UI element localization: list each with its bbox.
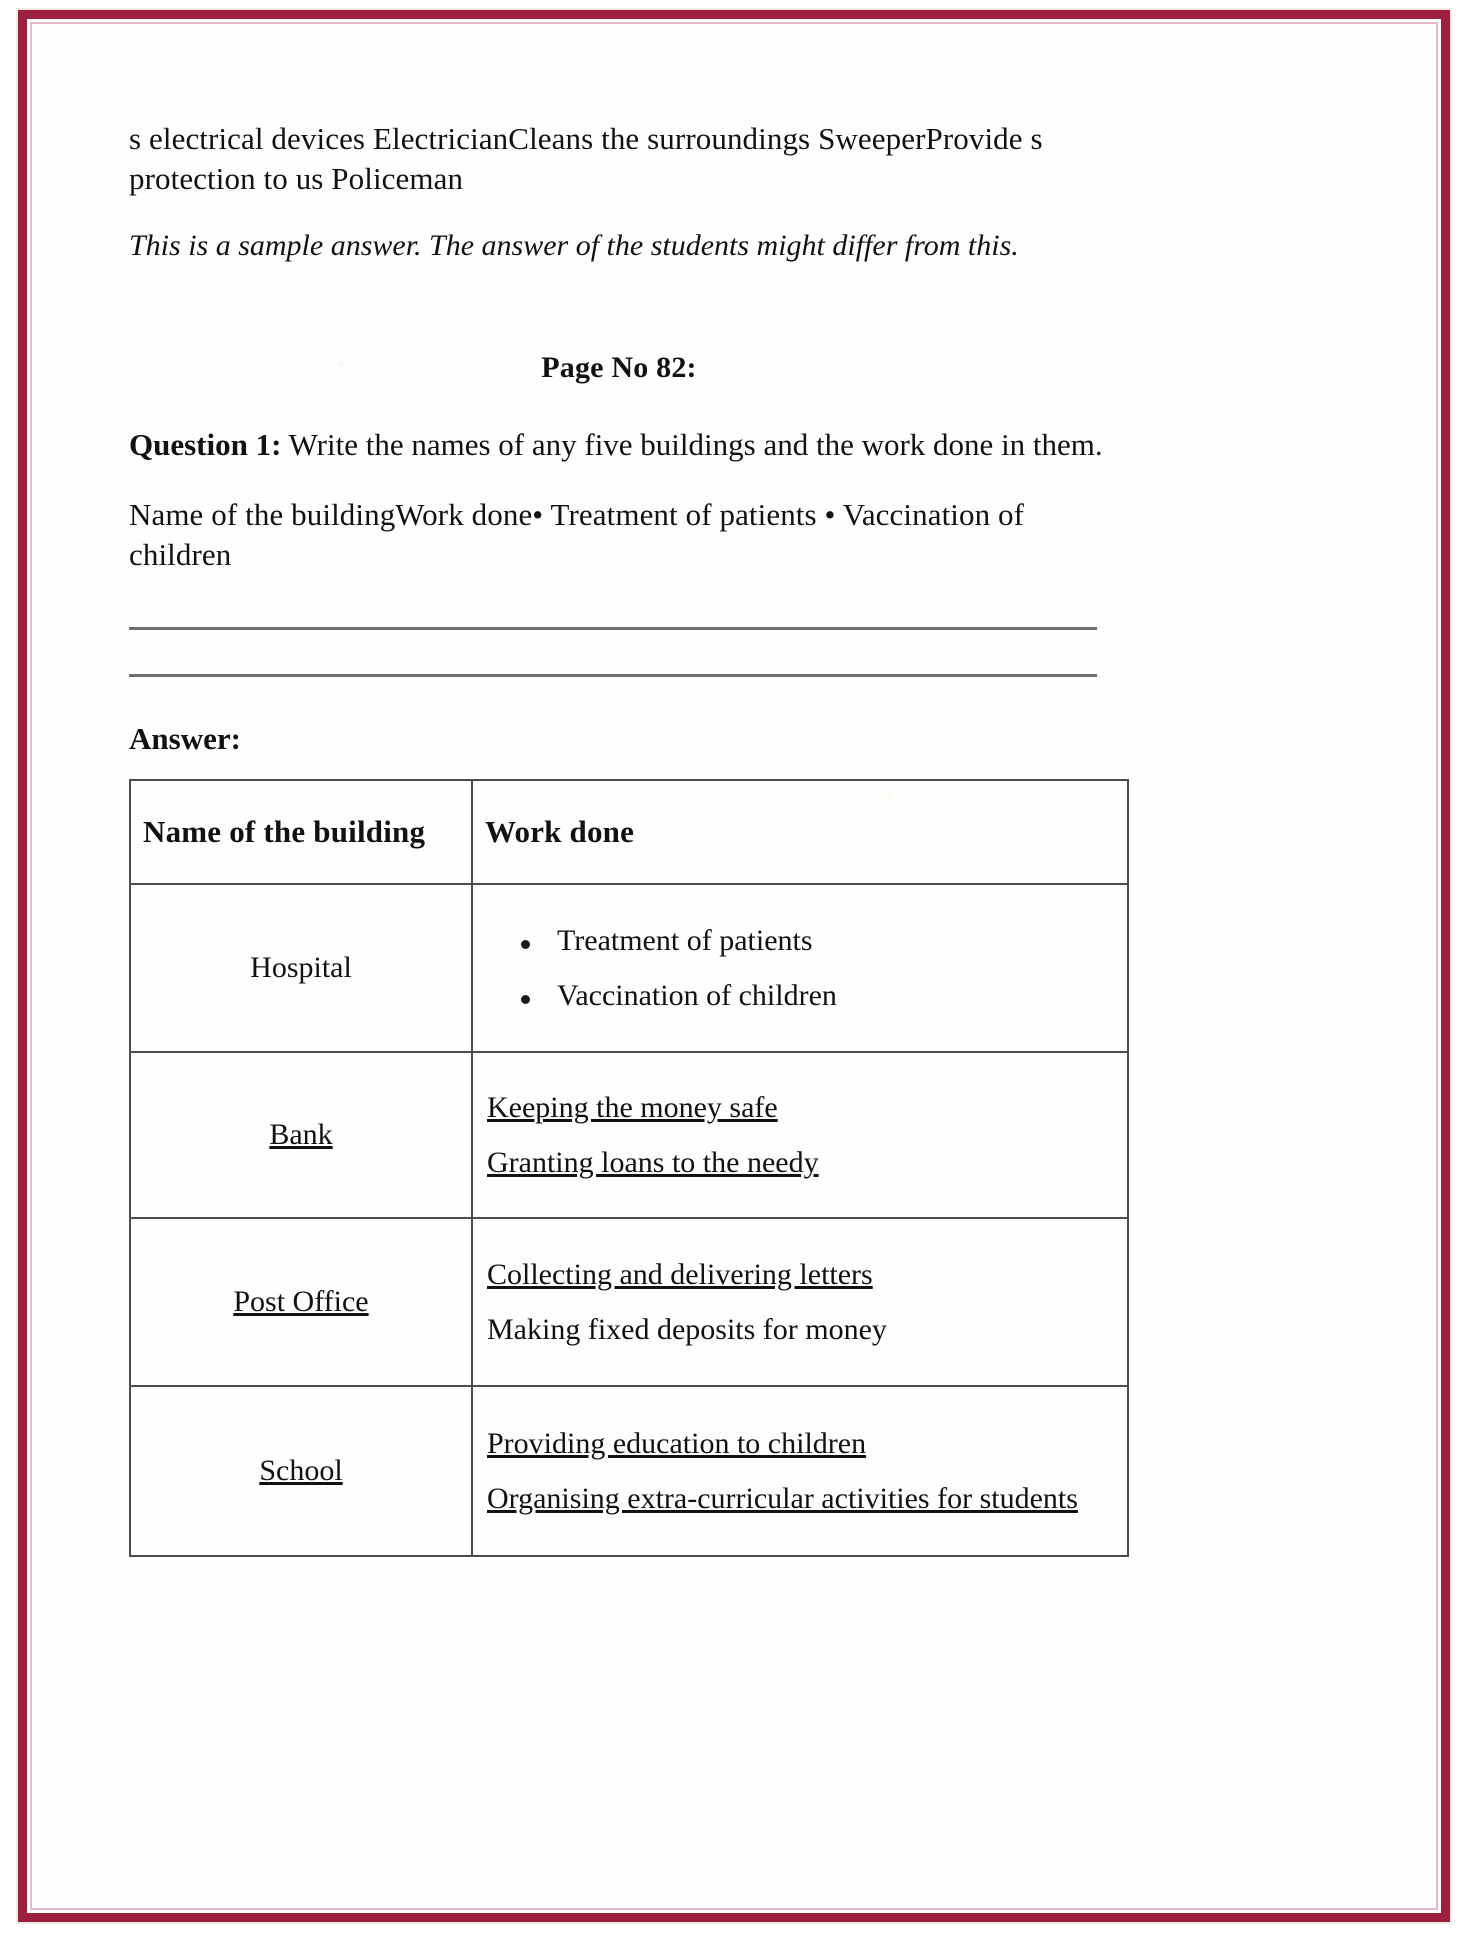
list-item <box>485 1146 1115 1180</box>
table-header-cell-building <box>130 780 472 884</box>
blank-answer-lines <box>129 627 1109 677</box>
work-list-post-office <box>485 1258 1115 1347</box>
building-cell-school <box>130 1386 472 1556</box>
list-item <box>485 1427 1115 1461</box>
decorative-inner-border <box>30 22 1438 1910</box>
building-name-bank: Bank <box>269 1118 333 1152</box>
page-surface <box>32 24 1436 1908</box>
sample-answer-note: This is a sample answer. The answer of the students might differ from this. <box>129 228 1019 262</box>
column-header-work: Work done <box>485 814 635 850</box>
work-item-text: Vaccination of children <box>557 979 837 1013</box>
work-cell-hospital <box>472 884 1128 1052</box>
decorative-page-border <box>18 10 1450 1922</box>
table-row <box>130 1386 1128 1556</box>
table-header-row <box>130 780 1128 884</box>
work-item-text: Granting loans to the needy <box>487 1146 819 1180</box>
table-row <box>130 1218 1128 1386</box>
work-list-hospital <box>485 924 1115 1013</box>
list-item <box>485 1313 1115 1347</box>
list-item <box>485 1258 1115 1292</box>
bullet-dot-icon <box>521 995 530 1004</box>
building-cell-post-office <box>130 1218 472 1386</box>
document-content <box>129 119 1109 1557</box>
work-item-text: Collecting and delivering letters <box>487 1257 873 1291</box>
work-item-text: Organising extra-curricular activities for students <box>487 1482 1078 1516</box>
list-item <box>485 924 1115 958</box>
building-cell-hospital <box>130 884 472 1052</box>
work-item-text: Making fixed deposits for money <box>487 1313 887 1347</box>
table-row <box>130 884 1128 1052</box>
work-list-bank <box>485 1091 1115 1180</box>
work-item-text: Providing education to children <box>487 1426 867 1460</box>
work-cell-school <box>472 1386 1128 1556</box>
answer-table <box>129 779 1129 1557</box>
building-name-school: School <box>259 1454 343 1488</box>
continued-paragraph: s electrical devices ElectricianCleans the surroundings SweeperProvide s protection to us Policeman <box>129 121 1043 197</box>
table-header-cell-work <box>472 780 1128 884</box>
question-text: Write the names of any five buildings and the work done in them. <box>288 426 1103 462</box>
work-list-school <box>485 1427 1115 1516</box>
list-item <box>485 979 1115 1013</box>
question-label: Question 1: <box>129 426 282 462</box>
list-item <box>485 1091 1115 1125</box>
inline-table-text: Name of the buildingWork done• Treatment of patients • Vaccination of children <box>129 496 1025 573</box>
blank-line-1 <box>129 627 1097 630</box>
page-number-heading: Page No 82: <box>541 350 697 384</box>
bullet-dot-icon <box>521 940 530 949</box>
list-item <box>485 1482 1115 1516</box>
question-paragraph <box>129 425 1109 465</box>
table-row <box>130 1052 1128 1218</box>
building-name-hospital: Hospital <box>250 951 352 985</box>
work-item-text: Keeping the money safe <box>487 1090 778 1124</box>
column-header-building: Name of the building <box>143 814 426 850</box>
work-cell-post-office <box>472 1218 1128 1386</box>
building-name-post-office: Post Office <box>233 1285 369 1319</box>
work-item-text: Treatment of patients <box>557 923 813 957</box>
building-cell-bank <box>130 1052 472 1218</box>
blank-line-2 <box>129 674 1097 677</box>
answer-label: Answer: <box>129 721 241 757</box>
work-cell-bank <box>472 1052 1128 1218</box>
